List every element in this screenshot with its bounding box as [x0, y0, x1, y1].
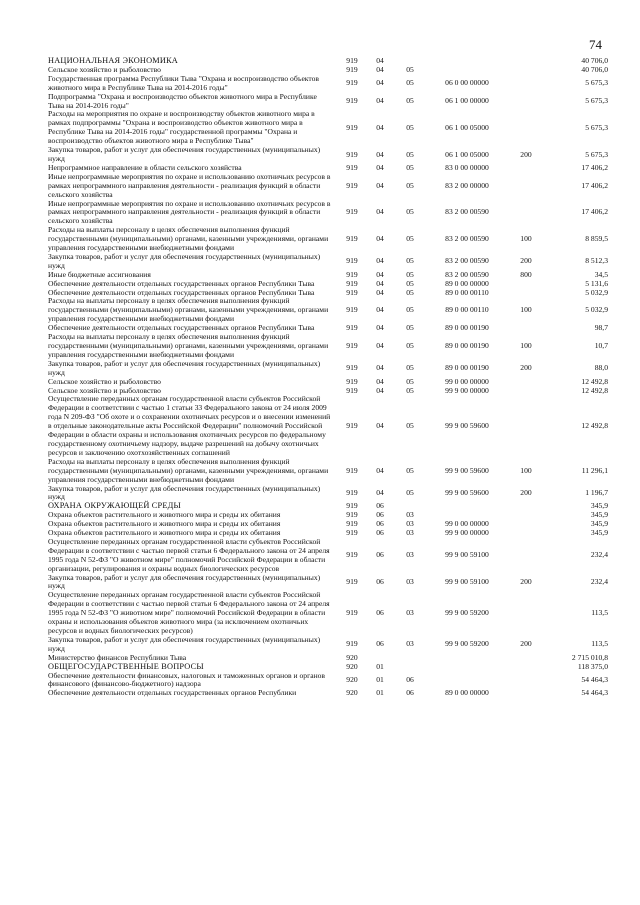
row-amount: 345,9 — [590, 501, 608, 511]
row-expense-type: 100 — [520, 234, 532, 244]
row-section-code: 04 — [376, 278, 384, 288]
row-amount: 8 859,5 — [585, 234, 608, 244]
row-amount: 54 464,3 — [581, 688, 608, 698]
row-description: Охрана объектов растительного и животного мира и среды их обитания — [48, 528, 281, 538]
row-target-article: 83 0 00 00000 — [445, 162, 489, 172]
row-admin-code: 919 — [346, 256, 358, 266]
row-amount: 2 715 010,8 — [571, 652, 608, 662]
row-description: Осуществление переданных органам государственной власти субъектов Российской Федерации в соответствии с частью первой статьи 6 Федерального закона от 24 апреля 1995 года N 52-ФЗ "О животном мире" полномочий Российской Федерации в области охраны и использования объектов животного мира (за исключением охотничьих ресурсов и водных биологических ресурсов) — [48, 590, 330, 635]
row-section-code: 04 — [376, 207, 384, 217]
row-description: Сельское хозяйство и рыболовство — [48, 376, 161, 386]
row-amount: 88,0 — [594, 363, 608, 373]
row-subsection-code: 05 — [406, 487, 414, 497]
row-subsection-code: 05 — [406, 465, 414, 475]
table-row — [48, 75, 608, 93]
row-subsection-code: 06 — [406, 674, 414, 684]
table-row — [48, 636, 608, 654]
row-admin-code: 919 — [346, 376, 358, 386]
row-subsection-code: 05 — [406, 363, 414, 373]
row-target-article: 83 2 00 00590 — [445, 256, 489, 266]
row-target-article: 99 0 00 00000 — [445, 519, 489, 529]
row-description: Непрограммное направление в области сельского хозяйства — [48, 162, 242, 172]
row-subsection-code: 03 — [406, 528, 414, 538]
row-admin-code: 919 — [346, 323, 358, 333]
row-amount: 12 492,8 — [581, 421, 608, 431]
row-description: Обеспечение деятельности отдельных государственных органов Республики — [48, 688, 297, 698]
row-admin-code: 919 — [346, 305, 358, 315]
row-description: Обеспечение деятельности отдельных государственных органов Республики Тыва — [48, 287, 315, 297]
row-subsection-code: 05 — [406, 234, 414, 244]
row-description: Иные бюджетные ассигнования — [48, 269, 151, 279]
row-target-article: 06 1 00 05000 — [445, 122, 489, 132]
row-admin-code: 919 — [346, 550, 358, 560]
row-amount: 17 406,2 — [581, 162, 608, 172]
budget-table — [48, 57, 608, 698]
table-row — [48, 253, 608, 271]
row-admin-code: 919 — [346, 149, 358, 159]
row-section-code: 06 — [376, 550, 384, 560]
row-description: Закупка товаров, работ и услуг для обеспечения государственных (муниципальных) нужд — [48, 572, 321, 591]
row-section-code: 01 — [376, 674, 384, 684]
row-target-article: 99 0 00 00000 — [445, 376, 489, 386]
row-amount: 5 131,6 — [585, 278, 608, 288]
row-section-code: 04 — [376, 305, 384, 315]
table-row — [48, 297, 608, 324]
row-target-article: 83 2 00 00590 — [445, 234, 489, 244]
row-description: Охрана объектов растительного и животного мира и среды их обитания — [48, 510, 281, 520]
row-section-code: 04 — [376, 287, 384, 297]
row-admin-code: 919 — [346, 510, 358, 520]
table-row — [48, 360, 608, 378]
row-target-article: 83 2 00 00000 — [445, 180, 489, 190]
row-description: Закупка товаров, работ и услуг для обеспечения государственных (муниципальных) нужд — [48, 358, 321, 377]
row-amount: 40 706,0 — [581, 56, 608, 65]
row-expense-type: 100 — [520, 465, 532, 475]
row-subsection-code: 05 — [406, 385, 414, 395]
row-section-code: 04 — [376, 269, 384, 279]
row-target-article: 06 1 00 00000 — [445, 96, 489, 106]
row-section-code: 04 — [376, 162, 384, 172]
row-target-article: 89 0 00 00190 — [445, 341, 489, 350]
row-amount: 5 675,3 — [585, 149, 608, 159]
row-description: Сельское хозяйство и рыболовство — [48, 385, 161, 395]
row-expense-type: 200 — [520, 363, 532, 373]
row-section-code: 06 — [376, 639, 384, 649]
row-admin-code: 919 — [346, 278, 358, 288]
row-section-code: 06 — [376, 608, 384, 618]
row-admin-code: 919 — [346, 385, 358, 395]
row-section-code: 04 — [376, 234, 384, 244]
row-admin-code: 919 — [346, 528, 358, 538]
row-target-article: 99 9 00 59600 — [445, 421, 489, 431]
row-section-code: 04 — [376, 96, 384, 106]
row-subsection-code: 05 — [406, 421, 414, 431]
row-amount: 345,9 — [590, 519, 608, 529]
row-target-article: 89 0 00 00000 — [445, 278, 489, 288]
row-admin-code: 919 — [346, 341, 358, 350]
table-row — [48, 146, 608, 164]
row-subsection-code: 05 — [406, 149, 414, 159]
table-row — [48, 689, 608, 698]
row-target-article: 89 0 00 00000 — [445, 688, 489, 698]
row-amount: 8 512,3 — [585, 256, 608, 266]
row-description: Осуществление переданных органам государственной власти субъектов Российской Федерации в соответствии с частью первой статьи 6 Федерального закона от 24 апреля 1995 года N 52-ФЗ "О животном мире" полномочий Российской Федерации в области организации, регулирования и охраны водных биологических ресурсов — [48, 536, 330, 573]
row-admin-code: 919 — [346, 421, 358, 431]
row-expense-type: 200 — [520, 149, 532, 159]
row-subsection-code: 03 — [406, 577, 414, 587]
row-description: Расходы на мероприятия по охране и воспроизводству объектов животного мира в рамках подпрограммы "Охрана и воспроизводство объектов животного мира в Республике Тыва на 2014-2016 годы" государственной программы "Охрана и воспроизводство объектов животного мира в Республике Тыва" — [48, 109, 315, 146]
row-admin-code: 919 — [346, 162, 358, 172]
row-description: Расходы на выплаты персоналу в целях обеспечения выполнения функций государственными (муниципальными) органами, казенными учреждениями, органами управления государственными внебюджетными фондами — [48, 225, 329, 253]
row-subsection-code: 05 — [406, 207, 414, 217]
row-target-article: 99 9 00 00000 — [445, 385, 489, 395]
row-admin-code: 919 — [346, 487, 358, 497]
row-expense-type: 200 — [520, 487, 532, 497]
table-row — [48, 672, 608, 690]
row-admin-code: 920 — [346, 661, 358, 671]
row-subsection-code: 03 — [406, 608, 414, 618]
row-admin-code: 919 — [346, 207, 358, 217]
row-admin-code: 919 — [346, 363, 358, 373]
row-target-article: 99 9 00 00000 — [445, 528, 489, 538]
row-subsection-code: 05 — [406, 122, 414, 132]
row-target-article: 99 9 00 59600 — [445, 465, 489, 475]
row-description: Иные непрограммные мероприятия по охране и использованию охотничьих ресурсов в рамках непрограммного направления деятельности - реализация функций в области сельского хозяйства — [48, 198, 331, 226]
row-description: Закупка товаров, работ и услуг для обеспечения государственных (муниципальных) нужд — [48, 483, 321, 502]
row-admin-code: 919 — [346, 639, 358, 649]
row-description: Расходы на выплаты персоналу в целях обеспечения выполнения функций государственными (муниципальными) органами, казенными учреждениями, органами управления государственными внебюджетными фондами — [48, 456, 329, 484]
row-target-article: 89 0 00 00110 — [445, 287, 489, 297]
row-description: Иные непрограммные мероприятия по охране и использованию охотничьих ресурсов в рамках непрограммного направления деятельности - реализация функций в области сельского хозяйства — [48, 171, 331, 199]
row-amount: 12 492,8 — [581, 376, 608, 386]
row-section-code: 04 — [376, 180, 384, 190]
table-row — [48, 485, 608, 503]
row-description: Закупка товаров, работ и услуг для обеспечения государственных (муниципальных) нужд — [48, 634, 321, 653]
row-target-article: 89 0 00 00190 — [445, 363, 489, 373]
row-target-article: 99 9 00 59100 — [445, 550, 489, 560]
row-admin-code: 919 — [346, 501, 358, 511]
row-amount: 98,7 — [594, 323, 608, 333]
row-description: Сельское хозяйство и рыболовство — [48, 64, 161, 74]
row-subsection-code: 05 — [406, 305, 414, 315]
row-section-code: 04 — [376, 122, 384, 132]
row-target-article: 83 2 00 00590 — [445, 207, 489, 217]
table-row — [48, 591, 608, 636]
table-row — [48, 538, 608, 574]
row-admin-code: 920 — [346, 652, 358, 662]
row-admin-code: 919 — [346, 122, 358, 132]
row-target-article: 06 0 00 00000 — [445, 78, 489, 88]
row-description: ОХРАНА ОКРУЖАЮЩЕЙ СРЕДЫ — [48, 501, 181, 511]
page-number: 74 — [589, 37, 602, 52]
row-amount: 34,5 — [594, 269, 608, 279]
row-amount: 232,4 — [590, 577, 608, 587]
row-target-article: 89 0 00 00110 — [445, 305, 489, 315]
row-subsection-code: 03 — [406, 639, 414, 649]
row-description: Министерство финансов Республики Тыва — [48, 652, 187, 662]
row-amount: 113,5 — [591, 639, 608, 649]
row-admin-code: 919 — [346, 287, 358, 297]
table-row — [48, 333, 608, 360]
row-amount: 5 675,3 — [585, 96, 608, 106]
row-subsection-code: 03 — [406, 550, 414, 560]
row-admin-code: 919 — [346, 56, 358, 65]
row-section-code: 06 — [376, 501, 384, 511]
row-expense-type: 200 — [520, 577, 532, 587]
row-subsection-code: 05 — [406, 287, 414, 297]
row-admin-code: 919 — [346, 465, 358, 475]
row-description: Осуществление переданных органам государственной власти субъектов Российской Федерации в соответствии с частью 1 статьи 33 Федерального закона от 24 июля 2009 года N 209-ФЗ "Об охоте и о сохранении охотничьих ресурсов и о внесении изменений в отдельные законодательные акты Российской Федерации" полномочий Российской Федерации в области охраны и использования охотничьих ресурсов по федеральному государственному охотничьему надзору, выдаче разрешений на добычу охотничьих ресурсов и заключению охотхозяйственных соглашений — [48, 394, 331, 457]
row-admin-code: 919 — [346, 269, 358, 279]
row-subsection-code: 03 — [406, 519, 414, 529]
table-row — [48, 93, 608, 111]
row-description: Государственная программа Республики Тыва "Охрана и воспроизводство объектов животного мира в Республике Тыва на 2014-2016 годы" — [48, 73, 319, 92]
table-row — [48, 458, 608, 485]
row-description: Расходы на выплаты персоналу в целях обеспечения выполнения функций государственными (муниципальными) органами, казенными учреждениями, органами управления государственными внебюджетными фондами — [48, 332, 329, 359]
row-section-code: 04 — [376, 363, 384, 373]
row-amount: 5 675,3 — [585, 122, 608, 132]
row-target-article: 06 1 00 05000 — [445, 149, 489, 159]
row-section-code: 06 — [376, 577, 384, 587]
row-admin-code: 920 — [346, 688, 358, 698]
row-expense-type: 100 — [520, 341, 532, 350]
row-description: Обеспечение деятельности отдельных государственных органов Республики Тыва — [48, 323, 315, 333]
table-row — [48, 574, 608, 592]
row-subsection-code: 05 — [406, 64, 414, 74]
row-target-article: 89 0 00 00190 — [445, 323, 489, 333]
row-amount: 345,9 — [590, 528, 608, 538]
row-admin-code: 919 — [346, 180, 358, 190]
row-section-code: 04 — [376, 56, 384, 65]
row-section-code: 01 — [376, 688, 384, 698]
row-subsection-code: 05 — [406, 376, 414, 386]
row-subsection-code: 05 — [406, 256, 414, 266]
row-amount: 17 406,2 — [581, 207, 608, 217]
row-amount: 10,7 — [594, 341, 608, 350]
row-admin-code: 919 — [346, 64, 358, 74]
row-description: Расходы на выплаты персоналу в целях обеспечения выполнения функций государственными (муниципальными) органами, казенными учреждениями, органами управления государственными внебюджетными фондами — [48, 296, 329, 324]
row-section-code: 04 — [376, 421, 384, 431]
row-subsection-code: 06 — [406, 688, 414, 698]
row-expense-type: 200 — [520, 256, 532, 266]
row-admin-code: 919 — [346, 234, 358, 244]
row-section-code: 04 — [376, 149, 384, 159]
row-section-code: 04 — [376, 385, 384, 395]
row-subsection-code: 05 — [406, 78, 414, 88]
table-row — [48, 395, 608, 457]
row-subsection-code: 05 — [406, 323, 414, 333]
row-subsection-code: 05 — [406, 162, 414, 172]
row-expense-type: 800 — [520, 269, 532, 279]
row-admin-code: 919 — [346, 96, 358, 106]
row-section-code: 06 — [376, 528, 384, 538]
row-amount: 5 032,9 — [585, 305, 608, 315]
row-subsection-code: 05 — [406, 180, 414, 190]
row-target-article: 83 2 00 00590 — [445, 269, 489, 279]
table-row — [48, 200, 608, 227]
row-section-code: 04 — [376, 78, 384, 88]
row-amount: 1 196,7 — [585, 487, 608, 497]
row-admin-code: 919 — [346, 577, 358, 587]
row-amount: 232,4 — [590, 550, 608, 560]
row-subsection-code: 05 — [406, 269, 414, 279]
row-description: Обеспечение деятельности отдельных государственных органов Республики Тыва — [48, 278, 315, 288]
row-subsection-code: 03 — [406, 510, 414, 520]
row-description: Закупка товаров, работ и услуг для обеспечения государственных (муниципальных) нужд — [48, 145, 321, 163]
row-section-code: 06 — [376, 519, 384, 529]
row-subsection-code: 05 — [406, 341, 414, 350]
row-description: Подпрограмма "Охрана и воспроизводство объектов животного мира в Республике Тыва на 2014-2016 годы" — [48, 91, 317, 110]
row-section-code: 04 — [376, 64, 384, 74]
row-admin-code: 919 — [346, 519, 358, 529]
row-admin-code: 919 — [346, 608, 358, 618]
row-section-code: 04 — [376, 465, 384, 475]
row-target-article: 99 9 00 59200 — [445, 608, 489, 618]
row-section-code: 04 — [376, 323, 384, 333]
row-expense-type: 100 — [520, 305, 532, 315]
row-subsection-code: 05 — [406, 278, 414, 288]
row-expense-type: 200 — [520, 639, 532, 649]
row-amount: 113,5 — [591, 608, 608, 618]
row-amount: 54 464,3 — [581, 674, 608, 684]
row-description: ОБЩЕГОСУДАРСТВЕННЫЕ ВОПРОСЫ — [48, 661, 204, 671]
table-row — [48, 226, 608, 253]
row-amount: 5 032,9 — [585, 287, 608, 297]
row-amount: 12 492,8 — [581, 385, 608, 395]
row-section-code: 04 — [376, 376, 384, 386]
row-section-code: 01 — [376, 661, 384, 671]
row-section-code: 04 — [376, 341, 384, 350]
row-amount: 5 675,3 — [585, 78, 608, 88]
table-row — [48, 173, 608, 200]
row-description: Охрана объектов растительного и животного мира и среды их обитания — [48, 519, 281, 529]
row-target-article: 99 9 00 59600 — [445, 487, 489, 497]
row-description: Обеспечение деятельности финансовых, налоговых и таможенных органов и органов финансового (финансово-бюджетного) надзора — [48, 670, 326, 689]
row-target-article: 99 9 00 59100 — [445, 577, 489, 587]
row-amount: 40 706,0 — [581, 64, 608, 74]
row-section-code: 04 — [376, 256, 384, 266]
row-amount: 11 296,1 — [581, 465, 608, 475]
table-row — [48, 110, 608, 146]
row-subsection-code: 05 — [406, 96, 414, 106]
row-admin-code: 920 — [346, 674, 358, 684]
row-description: НАЦИОНАЛЬНАЯ ЭКОНОМИКА — [48, 56, 178, 65]
row-section-code: 04 — [376, 487, 384, 497]
row-admin-code: 919 — [346, 78, 358, 88]
row-amount: 118 375,0 — [577, 661, 608, 671]
row-section-code: 06 — [376, 510, 384, 520]
row-amount: 345,9 — [590, 510, 608, 520]
row-description: Закупка товаров, работ и услуг для обеспечения государственных (муниципальных) нужд — [48, 251, 321, 270]
row-amount: 17 406,2 — [581, 180, 608, 190]
row-target-article: 99 9 00 59200 — [445, 639, 489, 649]
